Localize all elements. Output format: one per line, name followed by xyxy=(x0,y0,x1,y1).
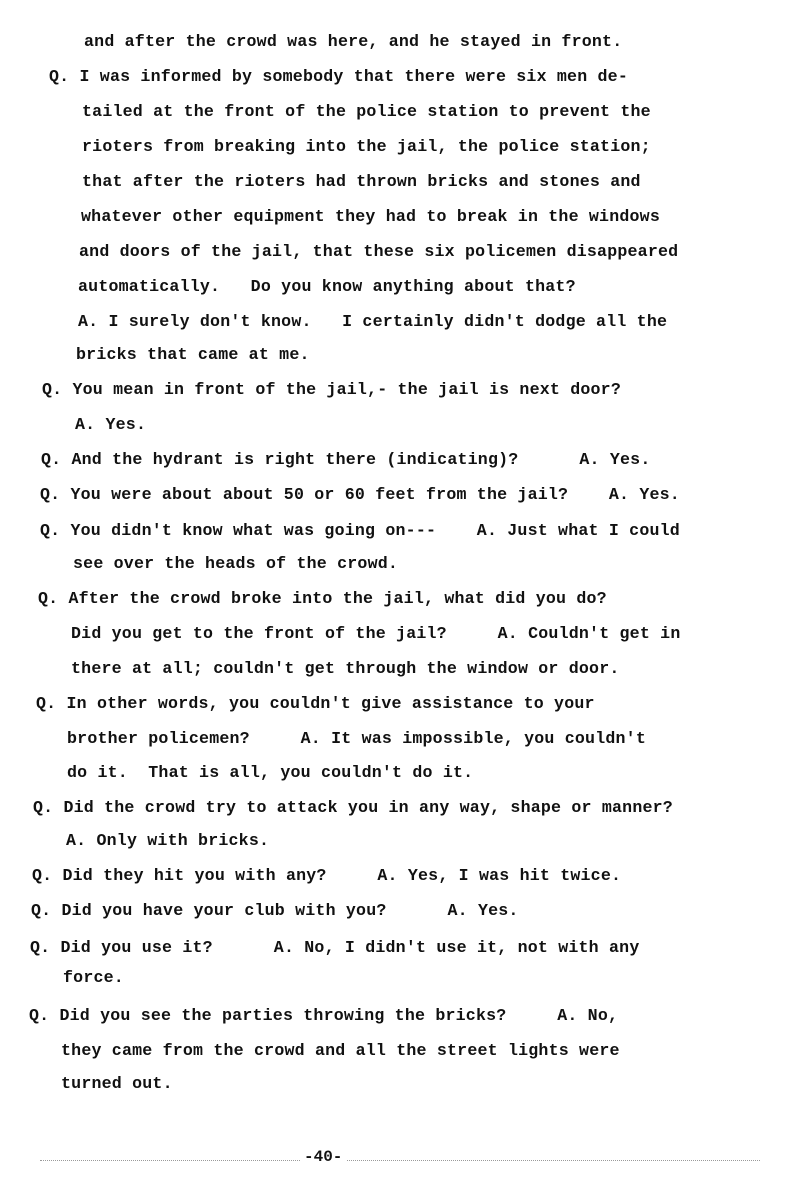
transcript-line: and doors of the jail, that these six policemen disappeared xyxy=(79,242,679,261)
transcript-line: that after the rioters had thrown bricks and stones and xyxy=(82,172,641,191)
transcript-line: Did you get to the front of the jail? A. Couldn't get in xyxy=(71,624,681,643)
transcript-line: and after the crowd was here, and he stayed in front. xyxy=(84,32,623,51)
transcript-line: tailed at the front of the police station to prevent the xyxy=(82,102,651,121)
page-number: -40- xyxy=(300,1148,346,1166)
transcript-line: they came from the crowd and all the street lights were xyxy=(61,1041,620,1060)
transcript-line: Q. And the hydrant is right there (indicating)? A. Yes. xyxy=(41,450,651,469)
transcript-line: Q. Did the crowd try to attack you in any way, shape or manner? xyxy=(33,798,673,817)
transcript-line: Q. In other words, you couldn't give assistance to your xyxy=(36,694,595,713)
footer-dotted-rule xyxy=(40,1160,760,1161)
transcript-line: whatever other equipment they had to break in the windows xyxy=(81,207,660,226)
transcript-line: turned out. xyxy=(61,1074,173,1093)
transcript-line: Q. Did they hit you with any? A. Yes, I was hit twice. xyxy=(32,866,622,885)
transcript-line: Q. You didn't know what was going on--- A. Just what I could xyxy=(40,521,680,540)
transcript-line: see over the heads of the crowd. xyxy=(73,554,399,573)
transcript-line: A. Yes. xyxy=(75,415,147,434)
transcript-line: automatically. Do you know anything about that? xyxy=(78,277,576,296)
transcript-line: do it. That is all, you couldn't do it. xyxy=(67,763,474,782)
transcript-line: Q. Did you see the parties throwing the bricks? A. No, xyxy=(29,1006,619,1025)
transcript-line: A. Only with bricks. xyxy=(66,831,270,850)
transcript-line: bricks that came at me. xyxy=(76,345,310,364)
transcript-line: Q. I was informed by somebody that there were six men de- xyxy=(49,67,628,86)
transcript-line: A. I surely don't know. I certainly didn't dodge all the xyxy=(78,312,668,331)
transcript-line: Q. Did you use it? A. No, I didn't use it, not with any xyxy=(30,938,640,957)
transcript-line: force. xyxy=(63,968,124,987)
transcript-line: Q. You mean in front of the jail,- the jail is next door? xyxy=(42,380,621,399)
transcript-line: rioters from breaking into the jail, the police station; xyxy=(82,137,651,156)
transcript-line: there at all; couldn't get through the window or door. xyxy=(71,659,620,678)
transcript-line: brother policemen? A. It was impossible, you couldn't xyxy=(67,729,646,748)
transcript-line: Q. You were about about 50 or 60 feet from the jail? A. Yes. xyxy=(40,485,680,504)
transcript-line: Q. After the crowd broke into the jail, what did you do? xyxy=(38,589,607,608)
transcript-line: Q. Did you have your club with you? A. Yes. xyxy=(31,901,519,920)
